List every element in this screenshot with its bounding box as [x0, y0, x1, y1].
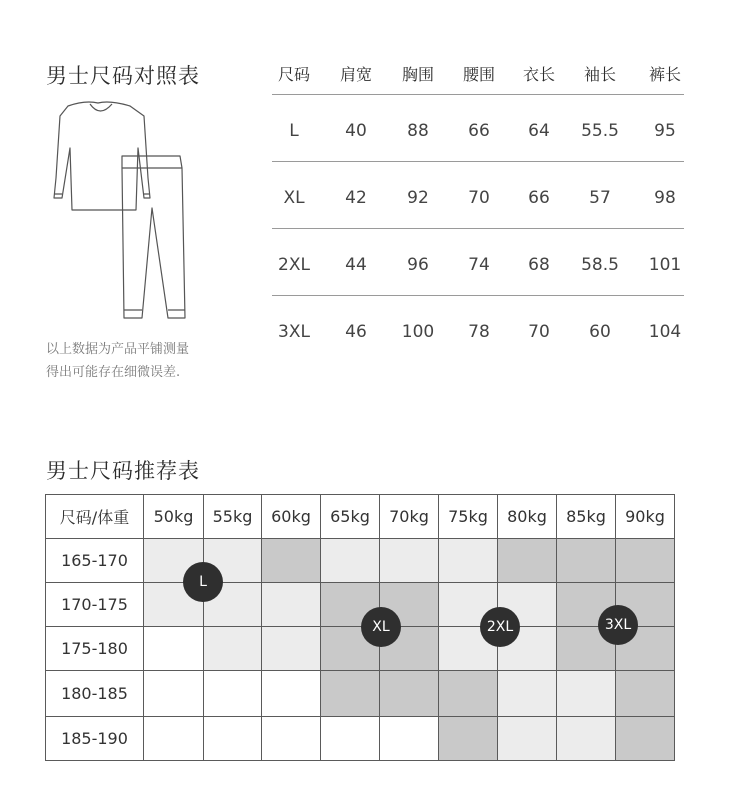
grid-cell [616, 539, 675, 583]
weight-header: 55kg [204, 495, 262, 539]
measure-cell: 55.5 [581, 121, 619, 141]
measure-cell: 40 [345, 121, 367, 141]
measure-table-title: 男士尺码对照表 [46, 64, 200, 88]
measure-cell: L [289, 121, 299, 141]
measure-cell: 96 [407, 255, 429, 275]
measure-cell: 3XL [278, 322, 310, 342]
measure-cell: 64 [528, 121, 550, 141]
grid-cell [262, 583, 321, 627]
size-badge-2xl: 2XL [480, 607, 520, 647]
grid-cell [380, 539, 439, 583]
measure-cell: 78 [468, 322, 490, 342]
measure-cell: 42 [345, 188, 367, 208]
grid-cell [204, 627, 262, 671]
measure-row [272, 95, 684, 162]
grid-cell [321, 539, 380, 583]
height-label: 175-180 [46, 627, 144, 671]
grid-cell [262, 627, 321, 671]
measure-cell: 68 [528, 255, 550, 275]
grid-cell [144, 717, 204, 761]
height-row [46, 583, 675, 627]
grid-cell [144, 627, 204, 671]
grid-cell [321, 717, 380, 761]
weight-header: 70kg [380, 495, 439, 539]
measure-header: 腰围 [462, 65, 496, 84]
recommend-table-title: 男士尺码推荐表 [46, 459, 200, 483]
measure-cell: 70 [468, 188, 490, 208]
measure-cell: 2XL [278, 255, 310, 275]
grid-cell [262, 671, 321, 717]
grid-cell [144, 671, 204, 717]
measure-cell: XL [283, 188, 305, 208]
measure-header-row [272, 56, 684, 95]
grid-cell [204, 671, 262, 717]
measure-cell: 66 [528, 188, 550, 208]
weight-header: 75kg [439, 495, 498, 539]
measure-row [272, 229, 684, 296]
measure-header: 衣长 [522, 65, 556, 84]
grid-cell [204, 717, 262, 761]
measure-cell: 44 [345, 255, 367, 275]
grid-cell [616, 671, 675, 717]
height-row [46, 539, 675, 583]
measure-header: 肩宽 [339, 65, 373, 84]
measure-header: 裤长 [648, 65, 682, 84]
measure-cell: 104 [648, 322, 682, 342]
grid-cell [498, 717, 557, 761]
measurement-note [46, 338, 189, 384]
thermal-top-and-pants-outline-icon [40, 98, 200, 328]
grid-cell [557, 671, 616, 717]
height-row [46, 671, 675, 717]
measure-cell: 92 [407, 188, 429, 208]
measure-header: 胸围 [401, 65, 435, 84]
grid-cell [380, 717, 439, 761]
measure-header: 袖长 [583, 65, 617, 84]
weight-header: 90kg [616, 495, 675, 539]
grid-cell [262, 717, 321, 761]
measure-cell: 101 [648, 255, 682, 275]
height-label: 170-175 [46, 583, 144, 627]
measure-cell: 66 [468, 121, 490, 141]
measure-cell: 88 [407, 121, 429, 141]
grid-cell [439, 539, 498, 583]
weight-header-row [46, 495, 675, 539]
size-measurement-table [272, 56, 684, 362]
measure-cell: 98 [654, 188, 676, 208]
height-label: 180-185 [46, 671, 144, 717]
corner-header: 尺码/体重 [46, 495, 144, 539]
height-label: 165-170 [46, 539, 144, 583]
grid-cell [557, 539, 616, 583]
grid-cell [262, 539, 321, 583]
size-badge-xl: XL [361, 607, 401, 647]
size-recommend-table [45, 494, 675, 761]
grid-cell [616, 717, 675, 761]
measure-header: 尺码 [277, 65, 311, 84]
size-badge-3xl: 3XL [598, 605, 638, 645]
size-badge-l: L [183, 562, 223, 602]
measure-row [272, 296, 684, 362]
measure-cell: 70 [528, 322, 550, 342]
note-line-1: 以上数据为产品平铺测量 [46, 342, 190, 357]
measure-cell: 74 [468, 255, 490, 275]
measure-cell: 100 [401, 322, 435, 342]
grid-cell [498, 671, 557, 717]
measure-cell: 46 [345, 322, 367, 342]
weight-header: 50kg [144, 495, 204, 539]
weight-header: 80kg [498, 495, 557, 539]
grid-cell [321, 671, 380, 717]
grid-cell [498, 539, 557, 583]
weight-header: 60kg [262, 495, 321, 539]
height-label: 185-190 [46, 717, 144, 761]
measure-cell: 95 [654, 121, 676, 141]
weight-header: 85kg [557, 495, 616, 539]
measure-cell: 60 [589, 322, 611, 342]
height-row [46, 627, 675, 671]
grid-cell [380, 671, 439, 717]
grid-cell [557, 717, 616, 761]
measure-cell: 57 [589, 188, 611, 208]
weight-header: 65kg [321, 495, 380, 539]
grid-cell [439, 717, 498, 761]
measure-row [272, 162, 684, 229]
grid-cell [439, 671, 498, 717]
note-line-2: 得出可能存在细微误差. [46, 365, 181, 380]
height-row [46, 717, 675, 761]
measure-cell: 58.5 [581, 255, 619, 275]
